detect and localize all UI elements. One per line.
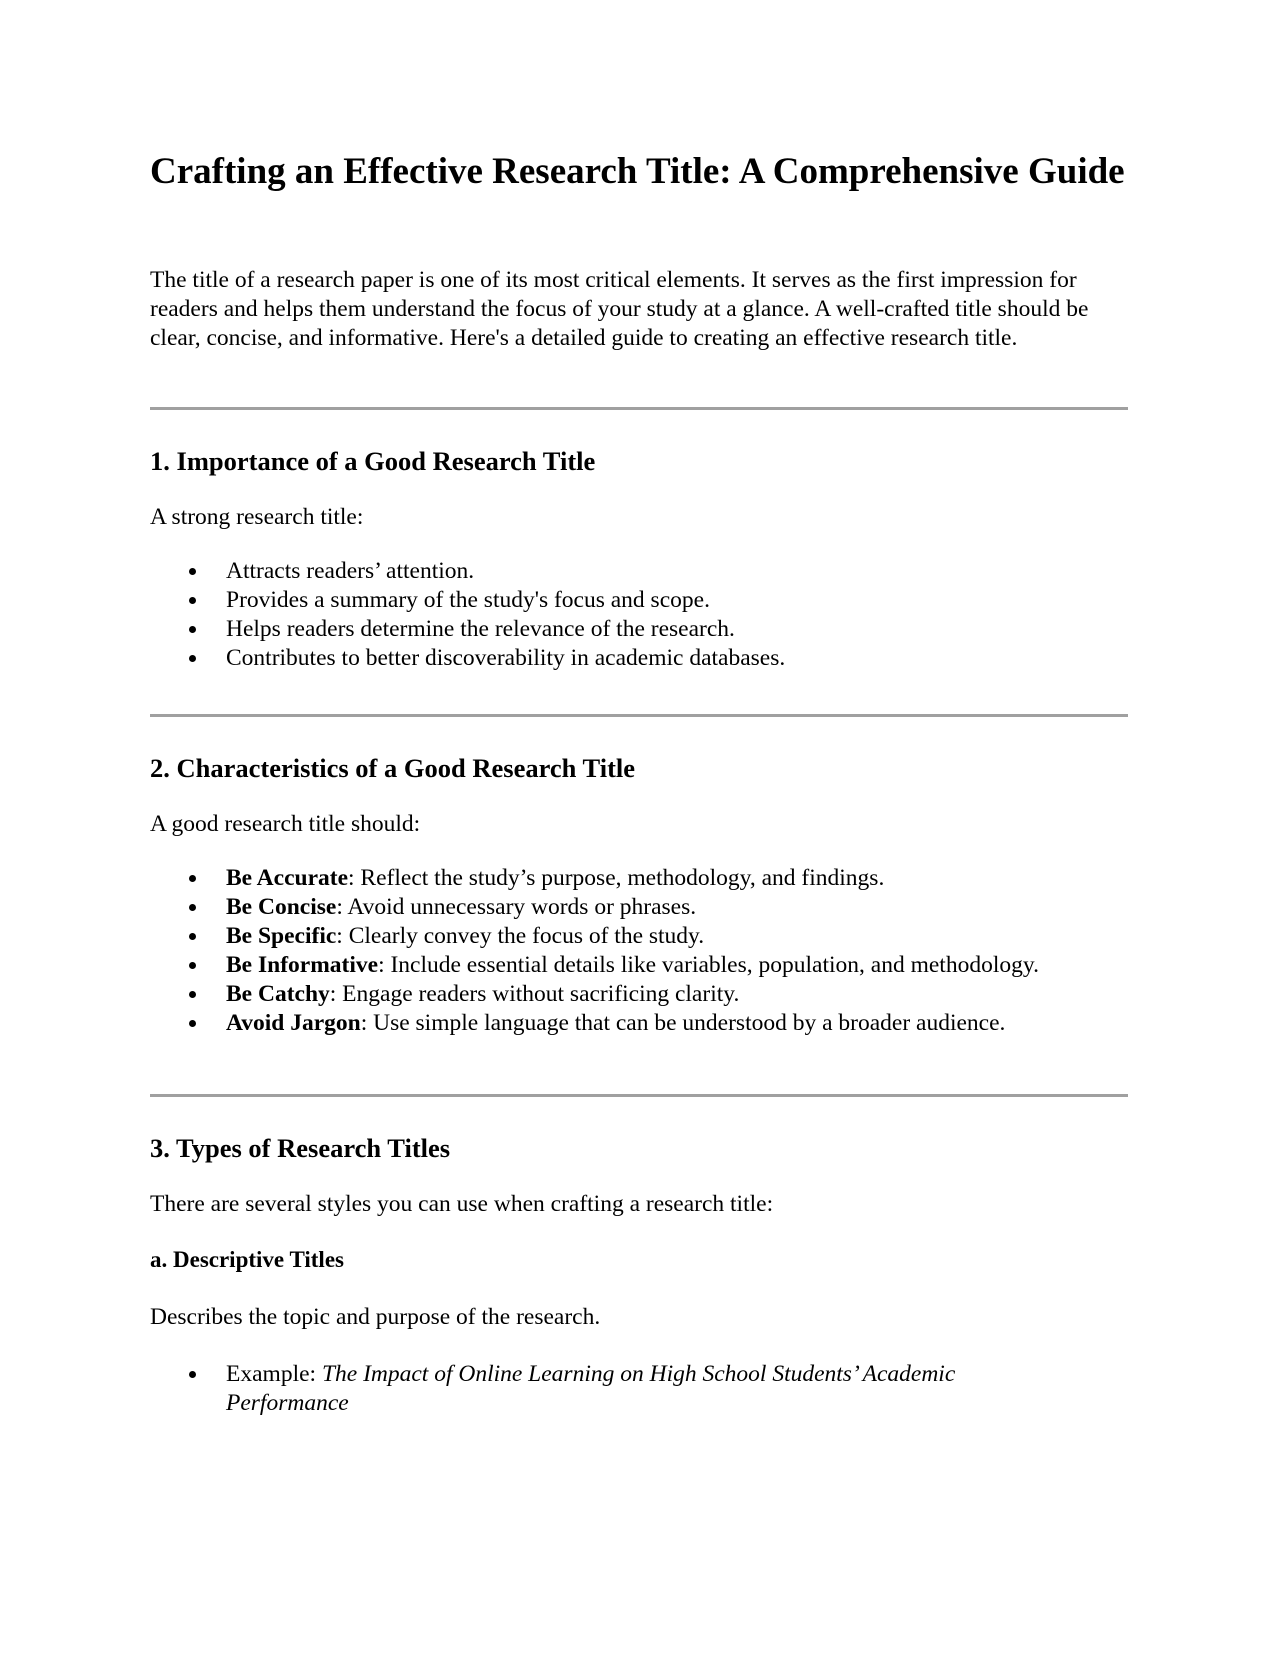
list-item-text: Provides a summary of the study's focus and scope. <box>226 587 710 613</box>
bullet-icon <box>189 962 196 969</box>
list-item <box>150 980 1130 1009</box>
list-item-term: Be Informative <box>226 952 379 978</box>
document-title: Crafting an Effective Research Title: A Comprehensive Guide <box>150 151 1125 192</box>
divider <box>150 407 1128 410</box>
bullet-icon <box>189 655 196 662</box>
list-item-text: : Avoid unnecessary words or phrases. <box>336 894 697 920</box>
section-3-heading: 3. Types of Research Titles <box>150 1133 451 1163</box>
section-2-list <box>150 864 1130 1038</box>
list-item-text: : Include essential details like variables, population, and methodology. <box>378 952 1039 978</box>
list-item-term: Be Concise <box>226 894 337 920</box>
bullet-icon <box>189 991 196 998</box>
section-2-heading: 2. Characteristics of a Good Research Title <box>150 753 636 783</box>
section-3-lead: There are several styles you can use when crafting a research title: <box>150 1191 774 1217</box>
bullet-icon <box>189 933 196 940</box>
list-item-term: Be Accurate <box>226 865 349 891</box>
list-item <box>150 557 1130 586</box>
list-item-text: Attracts readers’ attention. <box>226 558 475 584</box>
list-item <box>150 864 1130 893</box>
list-item <box>150 644 1130 673</box>
bullet-icon <box>189 1371 196 1378</box>
example-title: The Impact of Online Learning on High School Students’ Academic Performance <box>226 1361 956 1416</box>
subsection-example-list <box>150 1360 1130 1418</box>
list-item-term: Avoid Jargon <box>226 1010 361 1036</box>
intro-paragraph: The title of a research paper is one of its most critical elements. It serves as the first impression for readers and helps them understand the focus of your study at a glance. A well-crafted title should be clear, concise, and informative. Here's a detailed guide to creating an effective research title. <box>150 267 1089 351</box>
list-item-text: Helps readers determine the relevance of the research. <box>226 616 735 642</box>
list-item-term: Be Specific <box>226 923 337 949</box>
example-label: Example: <box>226 1361 322 1387</box>
list-item-text: Contributes to better discoverability in academic databases. <box>226 645 786 671</box>
section-2-lead: A good research title should: <box>150 811 421 837</box>
list-item <box>150 1009 1130 1038</box>
list-item-text: : Engage readers without sacrificing clarity. <box>329 981 740 1007</box>
list-item-text: : Reflect the study’s purpose, methodology, and findings. <box>348 865 885 891</box>
list-item <box>150 1360 1130 1418</box>
bullet-icon <box>189 1020 196 1027</box>
list-item <box>150 951 1130 980</box>
bullet-icon <box>189 626 196 633</box>
section-1-list <box>150 557 1130 673</box>
list-item-text: : Clearly convey the focus of the study. <box>336 923 705 949</box>
bullet-icon <box>189 597 196 604</box>
list-item <box>150 586 1130 615</box>
list-item <box>150 922 1130 951</box>
list-item-text: : Use simple language that can be understood by a broader audience. <box>360 1010 1006 1036</box>
divider <box>150 714 1128 717</box>
section-1-heading: 1. Importance of a Good Research Title <box>150 446 596 476</box>
list-item <box>150 615 1130 644</box>
list-item-term: Be Catchy <box>226 981 330 1007</box>
divider <box>150 1094 1128 1097</box>
bullet-icon <box>189 568 196 575</box>
section-1-lead: A strong research title: <box>150 504 364 530</box>
bullet-icon <box>189 904 196 911</box>
list-item <box>150 893 1130 922</box>
subsection-heading: a. Descriptive Titles <box>150 1247 344 1272</box>
bullet-icon <box>189 875 196 882</box>
subsection-lead: Describes the topic and purpose of the research. <box>150 1304 601 1330</box>
